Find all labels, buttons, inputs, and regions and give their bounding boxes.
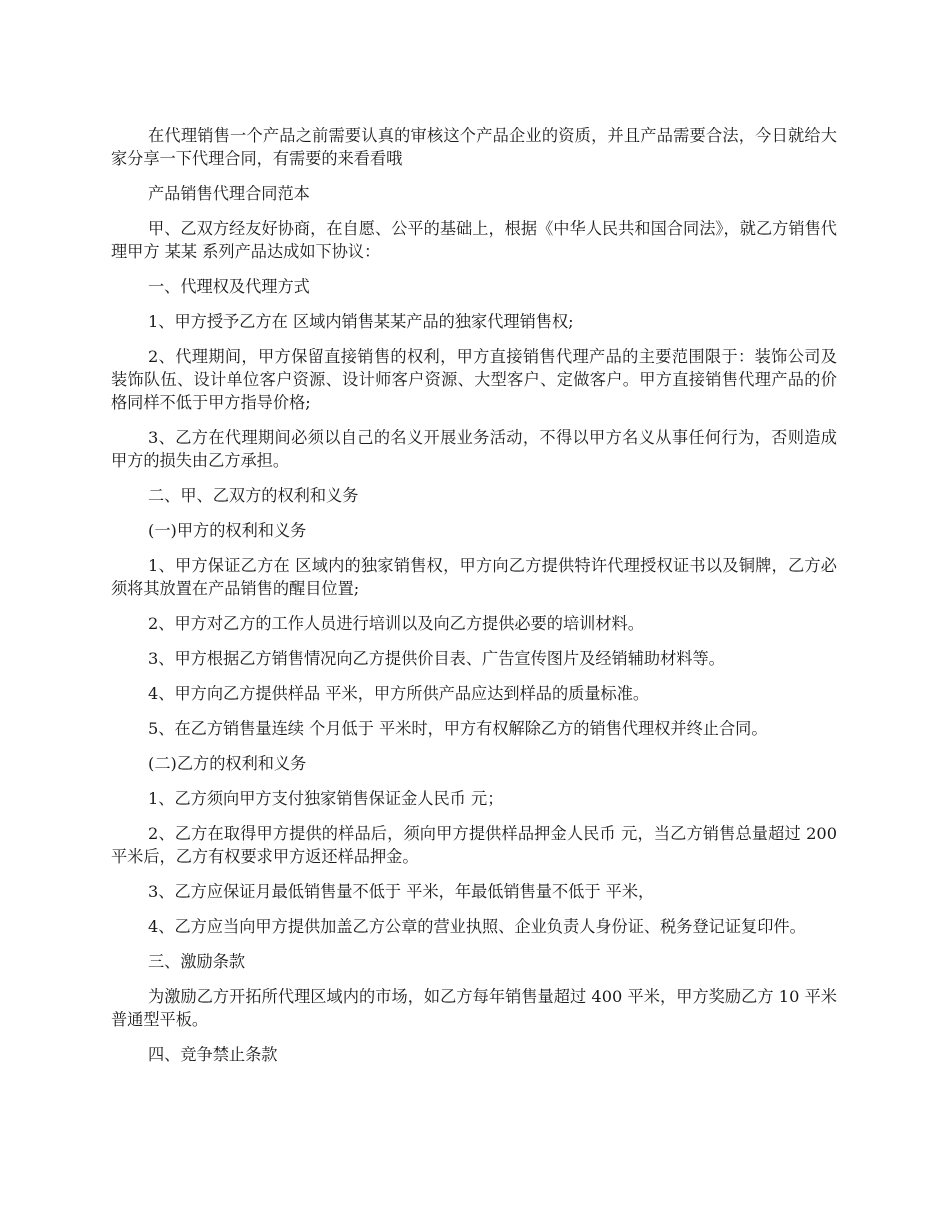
section-heading-noncompete: 四、竞争禁止条款 [148, 1045, 278, 1064]
subsection-heading-party-a: (一)甲方的权利和义务 [148, 521, 307, 540]
section-heading-agency: 一、代理权及代理方式 [148, 277, 310, 296]
clause-paragraph: 3、乙方在代理期间必须以自己的名义开展业务活动，不得以甲方名义从事任何行为，否则造成甲方的损失由乙方承担。 [111, 428, 837, 470]
clause-paragraph: 5、在乙方销售量连续 个月低于 平米时，甲方有权解除乙方的销售代理权并终止合同。 [148, 719, 768, 738]
clause-paragraph: 1、乙方须向甲方支付独家销售保证金人民币 元； [148, 789, 504, 808]
clause-paragraph: 2、代理期间，甲方保留直接销售的权利，甲方直接销售代理产品的主要范围限于：装饰公司及装饰队伍、设计单位客户资源、设计师客户资源、大型客户、定做客户。甲方直接销售代理产品的价格同样不低于甲方指导价格; [111, 347, 837, 412]
contract-title: 产品销售代理合同范本 [148, 184, 310, 203]
document-body [111, 124, 837, 1078]
preamble-paragraph: 甲、乙双方经友好协商，在自愿、公平的基础上，根据《中华人民共和国合同法》，就乙方销售代理甲方 某某 系列产品达成如下协议： [111, 219, 837, 261]
section-heading-incentive: 三、激励条款 [148, 952, 246, 971]
clause-paragraph: 2、乙方在取得甲方提供的样品后，须向甲方提供样品押金人民币 元，当乙方销售总量超过 200 平米后，乙方有权要求甲方返还样品押金。 [111, 824, 837, 866]
clause-paragraph: 为激励乙方开拓所代理区域内的市场，如乙方每年销售量超过 400 平米，甲方奖励乙方 10 平米普通型平板。 [111, 987, 837, 1029]
clause-paragraph: 4、乙方应当向甲方提供加盖乙方公章的营业执照、企业负责人身份证、税务登记证复印件。 [148, 917, 806, 936]
clause-paragraph: 1、甲方授予乙方在 区域内销售某某产品的独家代理销售权; [148, 312, 574, 331]
subsection-heading-party-b: (二)乙方的权利和义务 [148, 754, 307, 773]
clause-paragraph: 4、甲方向乙方提供样品 平米，甲方所供产品应达到样品的质量标准。 [148, 684, 650, 703]
clause-paragraph: 3、乙方应保证月最低销售量不低于 平米，年最低销售量不低于 平米， [148, 882, 655, 901]
intro-paragraph: 在代理销售一个产品之前需要认真的审核这个产品企业的资质，并且产品需要合法，今日就给大家分享一下代理合同，有需要的来看看哦 [111, 126, 837, 168]
clause-paragraph: 1、甲方保证乙方在 区域内的独家销售权，甲方向乙方提供特许代理授权证书以及铜牌，乙方必须将其放置在产品销售的醒目位置; [111, 556, 837, 598]
clause-paragraph: 3、甲方根据乙方销售情况向乙方提供价目表、广告宣传图片及经销辅助材料等。 [148, 649, 725, 668]
section-heading-rights: 二、甲、乙双方的权利和义务 [148, 486, 359, 505]
clause-paragraph: 2、甲方对乙方的工作人员进行培训以及向乙方提供必要的培训材料。 [148, 614, 644, 633]
